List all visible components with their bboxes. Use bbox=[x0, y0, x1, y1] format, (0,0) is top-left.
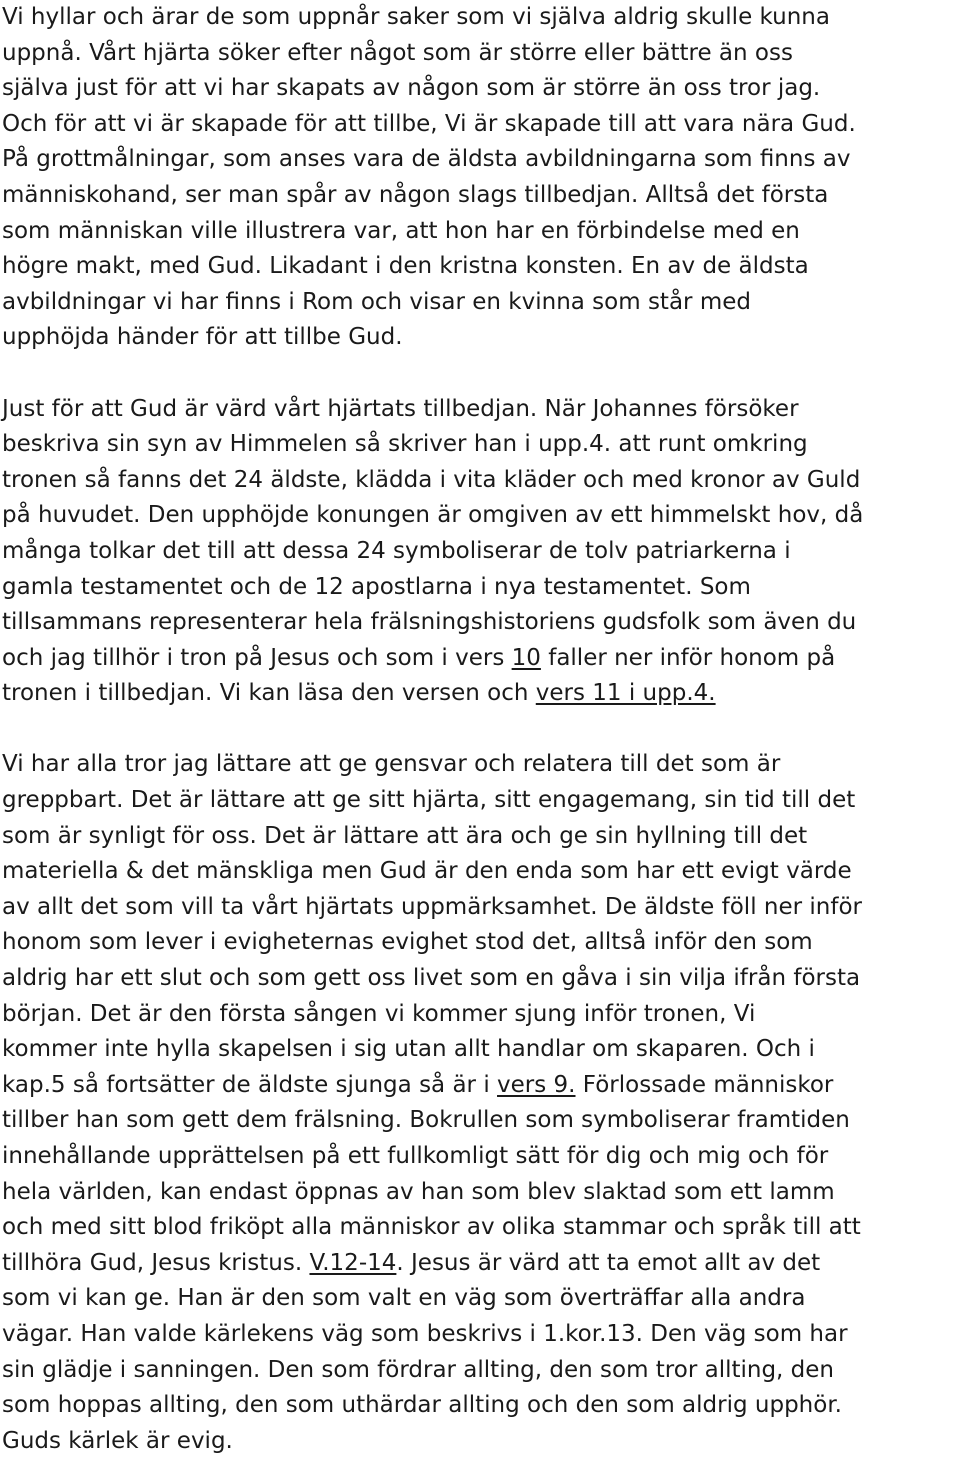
text-line bbox=[2, 1032, 960, 1068]
text-segment: innehållande upprättelsen på ett fullkomligt sätt för dig och mig och för bbox=[2, 1143, 829, 1169]
text-segment: kommer inte hylla skapelsen i sig utan allt handlar om skaparen. Och i bbox=[2, 1036, 815, 1063]
text-line bbox=[2, 142, 960, 178]
text-line bbox=[2, 285, 960, 321]
text-segment: materiella & det mänskliga men Gud är den enda som har ett evigt värde bbox=[2, 858, 852, 885]
paragraph bbox=[2, 0, 960, 356]
text-line bbox=[2, 641, 960, 677]
text-segment: som vi kan ge. Han är den som valt en väg som överträffar alla andra bbox=[2, 1285, 806, 1312]
text-segment: tillhöra Gud, Jesus kristus. bbox=[2, 1249, 310, 1276]
text-line bbox=[2, 214, 960, 250]
text-segment: början. Det är den första sången vi kommer sjung inför tronen, Vi bbox=[2, 1000, 756, 1027]
text-segment: hela världen, kan endast öppnas av han som blev slaktad som ett lamm bbox=[2, 1178, 835, 1205]
text-segment: och med sitt blod friköpt alla människor av olika stammar och språk till att bbox=[2, 1214, 861, 1241]
text-segment: tronen i tillbedjan. Vi kan läsa den versen och bbox=[2, 680, 536, 707]
text-segment: sin glädje i sanningen. Den som fördrar allting, den som tror allting, den bbox=[2, 1356, 835, 1383]
text-segment: Guds kärlek är evig. bbox=[2, 1427, 233, 1454]
text-segment: upphöjda händer för att tillbe Gud. bbox=[2, 324, 403, 351]
text-line bbox=[2, 1424, 960, 1459]
text-line bbox=[2, 783, 960, 819]
text-segment: som är synligt för oss. Det är lättare att ära och ge sin hyllning till det bbox=[2, 822, 808, 849]
paragraph-gap bbox=[2, 712, 960, 748]
text-line bbox=[2, 1210, 960, 1246]
text-segment: . Jesus är värd att ta emot allt av det bbox=[396, 1249, 821, 1276]
text-segment: vägar. Han valde kärlekens väg som beskrivs i 1.kor.13. Den väg som har bbox=[2, 1320, 848, 1347]
text-line bbox=[2, 747, 960, 783]
text-segment: av allt det som vill ta vårt hjärtats uppmärksamhet. De äldste föll ner inför bbox=[2, 893, 862, 920]
text-line bbox=[2, 1317, 960, 1353]
text-line bbox=[2, 1246, 960, 1282]
text-line bbox=[2, 249, 960, 285]
text-segment: avbildningar vi har finns i Rom och visar en kvinna som står med bbox=[2, 288, 751, 315]
text-line bbox=[2, 1139, 960, 1175]
text-line bbox=[2, 107, 960, 143]
text-segment: uppnå. Vårt hjärta söker efter något som är större eller bättre än oss bbox=[2, 39, 793, 66]
verse-reference-link[interactable]: vers 11 i upp.4. bbox=[535, 680, 716, 707]
text-line bbox=[2, 320, 960, 356]
text-segment: beskriva sin syn av Himmelen så skriver han i upp.4. att runt omkring bbox=[2, 431, 808, 458]
text-segment: honom som lever i evigheternas evighet stod det, alltså inför den som bbox=[2, 929, 813, 956]
text-line bbox=[2, 1281, 960, 1317]
text-segment: Och för att vi är skapade för att tillbe, Vi är skapade till att vara nära Gud. bbox=[2, 110, 856, 137]
text-line bbox=[2, 0, 960, 36]
text-segment: faller ner inför honom på bbox=[540, 644, 836, 671]
text-segment: Just för att Gud är värd vårt hjärtats tillbedjan. När Johannes försöker bbox=[2, 395, 799, 422]
text-segment: själva just för att vi har skapats av någon som är större än oss tror jag. bbox=[2, 75, 821, 102]
text-line bbox=[2, 1353, 960, 1389]
text-segment: Vi hyllar och ärar de som uppnår saker som vi själva aldrig skulle kunna bbox=[2, 4, 830, 30]
text-line bbox=[2, 997, 960, 1033]
text-segment: som människan ville illustrera var, att hon har en förbindelse med en bbox=[2, 217, 800, 244]
text-segment: På grottmålningar, som anses vara de äldsta avbildningarna som finns av bbox=[2, 146, 851, 173]
document-body bbox=[2, 0, 960, 1459]
text-line bbox=[2, 605, 960, 641]
text-line bbox=[2, 819, 960, 855]
text-line bbox=[2, 427, 960, 463]
text-line bbox=[2, 854, 960, 890]
verse-reference-link[interactable]: vers 9. bbox=[497, 1071, 576, 1098]
text-line bbox=[2, 463, 960, 499]
text-line bbox=[2, 1068, 960, 1104]
text-line bbox=[2, 71, 960, 107]
text-segment: aldrig har ett slut och som gett oss livet som en gåva i sin vilja ifrån första bbox=[2, 965, 861, 992]
paragraph bbox=[2, 392, 960, 712]
text-line bbox=[2, 178, 960, 214]
text-segment: kap.5 så fortsätter de äldste sjunga så är i bbox=[2, 1071, 498, 1098]
text-line bbox=[2, 890, 960, 926]
verse-reference-link[interactable]: V.12-14 bbox=[309, 1249, 397, 1276]
text-line bbox=[2, 534, 960, 570]
text-segment: tronen så fanns det 24 äldste, klädda i vita kläder och med kronor av Guld bbox=[2, 466, 861, 493]
paragraph bbox=[2, 747, 960, 1459]
text-line bbox=[2, 36, 960, 72]
text-line bbox=[2, 570, 960, 606]
text-line bbox=[2, 498, 960, 534]
text-segment: Vi har alla tror jag lättare att ge gensvar och relatera till det som är bbox=[2, 751, 781, 778]
text-segment: tillber han som gett dem frälsning. Bokrullen som symboliserar framtiden bbox=[2, 1107, 850, 1134]
text-line bbox=[2, 961, 960, 997]
text-segment: på huvudet. Den upphöjde konungen är omgiven av ett himmelskt hov, då bbox=[2, 502, 864, 529]
paragraph-gap bbox=[2, 356, 960, 392]
verse-reference-link[interactable]: 10 bbox=[511, 644, 541, 671]
text-line bbox=[2, 676, 960, 712]
text-line bbox=[2, 1175, 960, 1211]
text-segment: många tolkar det till att dessa 24 symboliserar de tolv patriarkerna i bbox=[2, 537, 791, 564]
text-line bbox=[2, 392, 960, 428]
text-segment: tillsammans representerar hela frälsningshistoriens gudsfolk som även du bbox=[2, 609, 857, 636]
text-line bbox=[2, 925, 960, 961]
text-line bbox=[2, 1388, 960, 1424]
text-segment: greppbart. Det är lättare att ge sitt hjärta, sitt engagemang, sin tid till det bbox=[2, 787, 856, 814]
text-segment: Förlossade människor bbox=[575, 1071, 834, 1098]
text-segment: högre makt, med Gud. Likadant i den kristna konsten. En av de äldsta bbox=[2, 253, 809, 280]
text-segment: som hoppas allting, den som uthärdar allting och den som aldrig upphör. bbox=[2, 1392, 842, 1419]
text-segment: gamla testamentet och de 12 apostlarna i nya testamentet. Som bbox=[2, 573, 751, 600]
text-segment: och jag tillhör i tron på Jesus och som i vers bbox=[2, 644, 512, 671]
text-segment: människohand, ser man spår av någon slags tillbedjan. Alltså det första bbox=[2, 181, 829, 208]
text-line bbox=[2, 1103, 960, 1139]
